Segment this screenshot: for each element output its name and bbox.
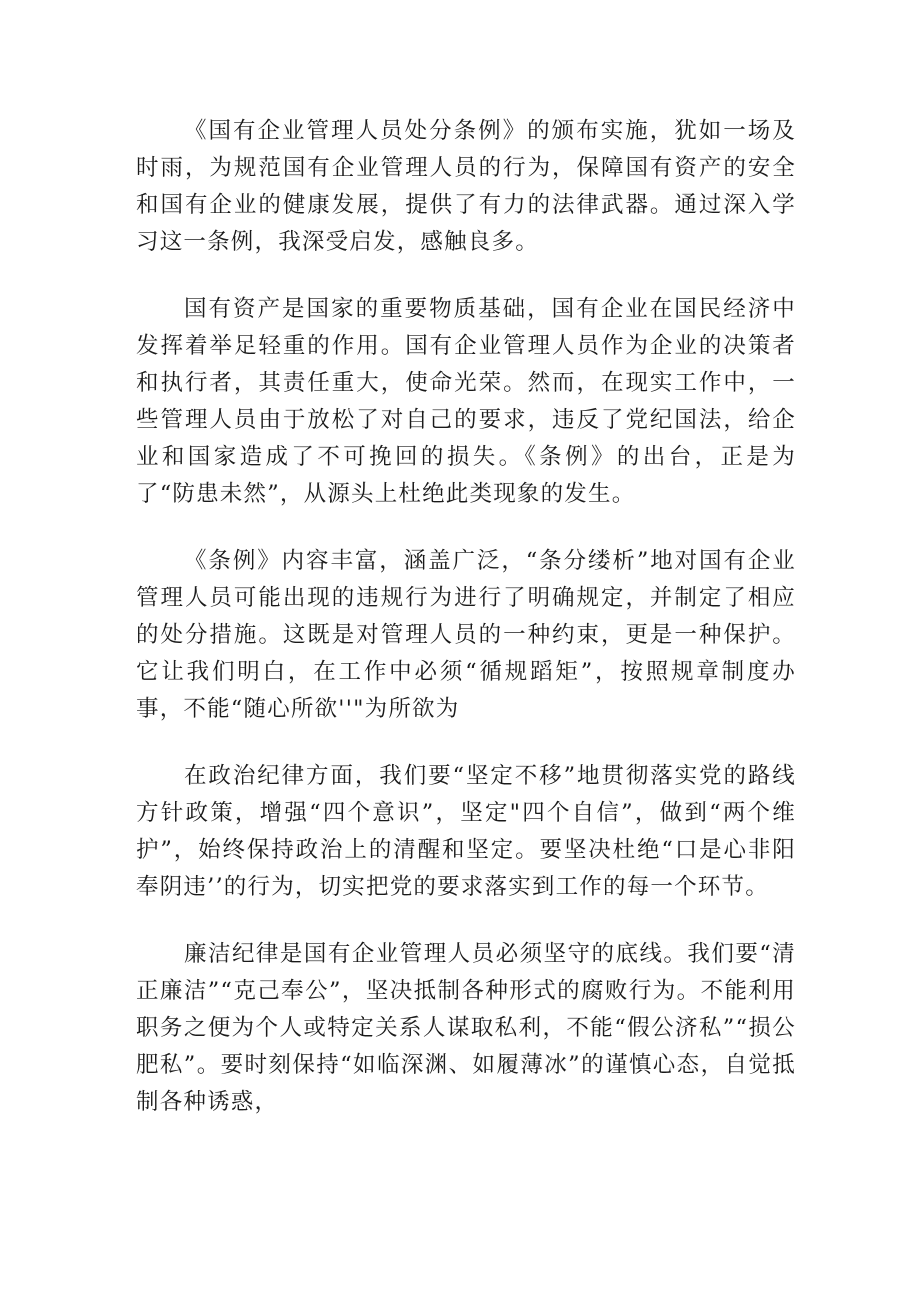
paragraph-3: 《条例》内容丰富，涵盖广泛，“条分缕析”地对国有企业管理人员可能出现的违规行为进行了明确规定，并制定了相应的处分措施。这既是对管理人员的一种约束，更是一种保护。它让我们明白，在工作中必须“循规蹈矩”，按照规章制度办事，不能“随心所欲''"为所欲为 [136, 548, 796, 722]
paragraph-4: 在政治纪律方面，我们要“坚定不移”地贯彻落实党的路线方针政策，增强“四个意识”，坚定"四个自信”，做到“两个维护”，始终保持政治上的清醒和坚定。要坚决杜绝“口是心非阳奉阴违’’的行为，切实把党的要求落实到工作的每一个环节。 [136, 763, 796, 900]
document-body [136, 113, 796, 1151]
paragraph-1: 《国有企业管理人员处分条例》的颁布实施，犹如一场及时雨，为规范国有企业管理人员的行为，保障国有资产的安全和国有企业的健康发展，提供了有力的法律武器。通过深入学习这一条例，我深受启发，感触良多。 [136, 118, 796, 255]
paragraph-5: 廉洁纪律是国有企业管理人员必须坚守的底线。我们要“清正廉洁”“克己奉公”，坚决抵制各种形式的腐败行为。不能利用职务之便为个人或特定关系人谋取私利，不能“假公济私”“损公肥私”。要时刻保持“如临深渊、如履薄冰”的谨慎心态，自觉抵制各种诱惑， [136, 941, 796, 1115]
paragraph-2: 国有资产是国家的重要物质基础，国有企业在国民经济中发挥着举足轻重的作用。国有企业管理人员作为企业的决策者和执行者，其责任重大，使命光荣。然而，在现实工作中，一些管理人员由于放松了对自己的要求，违反了党纪国法，给企业和国家造成了不可挽回的损失。《条例》的出台，正是为了“防患未然”，从源头上杜绝此类现象的发生。 [136, 296, 796, 507]
